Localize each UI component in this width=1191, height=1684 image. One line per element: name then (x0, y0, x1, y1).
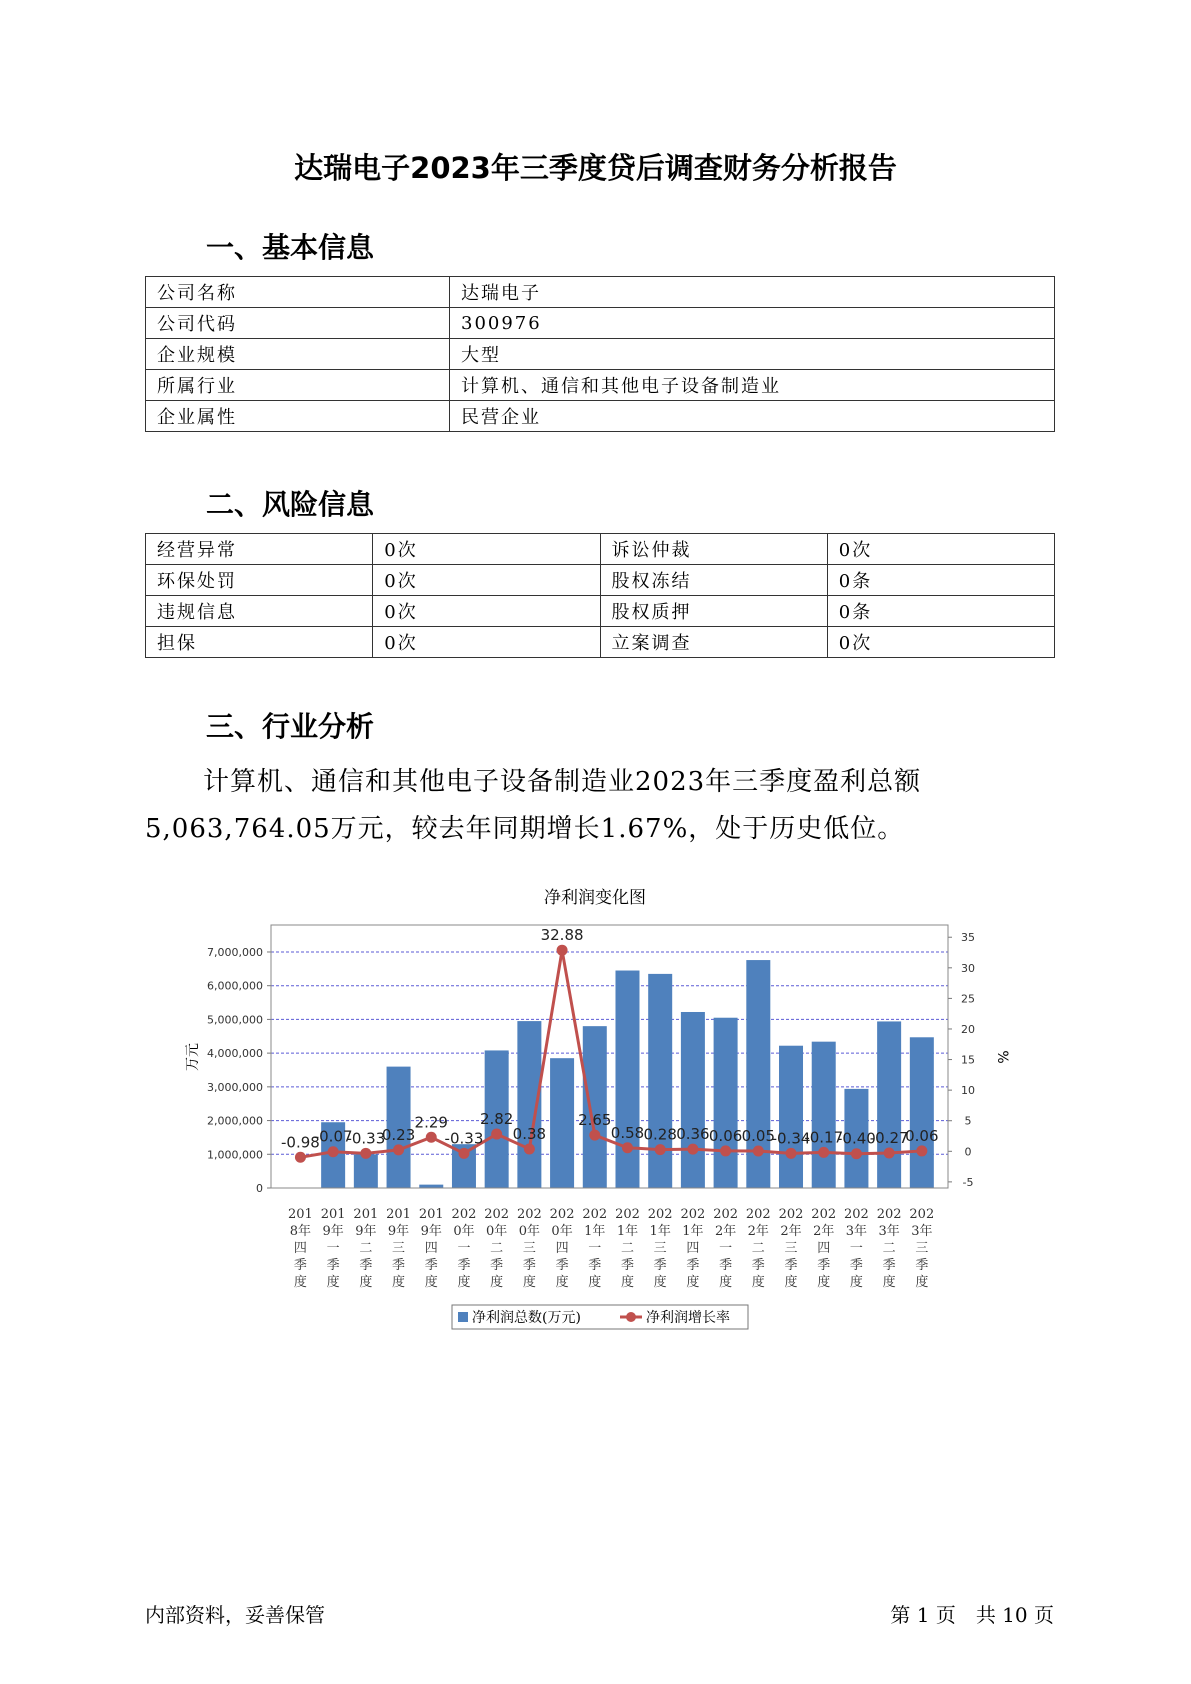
bar (681, 1012, 705, 1188)
x-tick-label: 季 (751, 1258, 765, 1273)
x-tick-label: 季 (359, 1258, 373, 1273)
growth-rate-point (426, 1132, 437, 1143)
y-tick-label: 7,000,000 (207, 945, 263, 959)
x-tick-label: 二 (882, 1241, 896, 1256)
x-tick-label: 202 (713, 1207, 739, 1222)
x-tick-label: 202 (909, 1207, 935, 1222)
x-tick-label: 201 (353, 1207, 379, 1222)
x-tick-label: 9年 (355, 1224, 377, 1239)
x-tick-label: 2年 (714, 1224, 737, 1239)
y-tick-label: 4,000,000 (207, 1047, 263, 1061)
growth-rate-label: -0.07 (313, 1127, 353, 1146)
growth-rate-label: 2.65 (578, 1111, 612, 1130)
growth-rate-label: 0.58 (610, 1123, 645, 1142)
risk-info-value: 0次 (373, 627, 600, 658)
risk-info-table (145, 533, 1055, 658)
x-tick-label: 0年 (453, 1224, 475, 1239)
growth-rate-point (458, 1148, 469, 1159)
growth-rate-point (818, 1147, 829, 1158)
growth-rate-label: -0.27 (869, 1128, 909, 1147)
risk-info-label: 担保 (146, 627, 373, 658)
y2-tick-label: 5 (964, 1114, 972, 1128)
paragraph-line-2: 5,063,764.05万元，较去年同期增长1.67%，处于历史低位。 (145, 814, 905, 844)
growth-rate-label: -0.33 (444, 1129, 484, 1148)
x-tick-label: 2年 (813, 1224, 835, 1239)
x-tick-label: 季 (784, 1258, 798, 1273)
x-tick-label: 1年 (584, 1224, 606, 1239)
growth-rate-label: 0.05 (741, 1126, 776, 1145)
x-tick-label: 度 (326, 1275, 340, 1290)
x-tick-label: 202 (811, 1207, 837, 1222)
y2-tick-label: 30 (961, 961, 975, 975)
x-tick-label: 202 (844, 1207, 869, 1222)
x-tick-label: 度 (784, 1275, 798, 1290)
x-tick-label: 一 (457, 1241, 471, 1256)
growth-rate-label: -0.17 (804, 1128, 844, 1147)
x-tick-label: 201 (288, 1207, 313, 1222)
growth-rate-point (851, 1148, 862, 1159)
x-tick-label: 一 (719, 1241, 733, 1256)
growth-rate-label: 0.06 (905, 1126, 939, 1145)
growth-rate-label: 2.82 (479, 1110, 514, 1129)
x-tick-label: 季 (490, 1258, 504, 1273)
growth-rate-label: 0.36 (676, 1125, 710, 1144)
x-tick-label: 202 (745, 1207, 771, 1222)
risk-info-value: 0次 (827, 627, 1054, 658)
x-tick-label: 一 (588, 1241, 602, 1256)
x-tick-label: 四 (555, 1241, 569, 1256)
growth-rate-point (916, 1145, 927, 1156)
growth-rate-point (786, 1148, 797, 1159)
bar (812, 1042, 836, 1188)
x-tick-label: 二 (359, 1241, 373, 1256)
basic-info-row (146, 339, 1055, 370)
x-tick-label: 度 (490, 1275, 504, 1290)
risk-info-label: 立案调查 (600, 627, 827, 658)
growth-rate-label: -0.33 (346, 1129, 386, 1148)
risk-info-value: 0次 (373, 596, 600, 627)
basic-info-value: 达瑞电子 (450, 277, 1055, 308)
risk-info-value: 0次 (373, 534, 600, 565)
x-tick-label: 0年 (486, 1224, 508, 1239)
x-tick-label: 2年 (780, 1224, 802, 1239)
x-tick-label: 202 (876, 1207, 902, 1222)
industry-analysis-paragraph (145, 759, 1055, 853)
basic-info-table (145, 276, 1055, 432)
bar (583, 1026, 607, 1188)
x-tick-label: 季 (719, 1258, 733, 1273)
footer-confidential-note: 内部资料，妥善保管 (145, 1603, 325, 1627)
y2-tick-label: 0 (964, 1145, 972, 1159)
basic-info-label: 企业规模 (146, 339, 450, 370)
growth-rate-label: -0.34 (771, 1129, 811, 1148)
x-tick-label: 度 (588, 1275, 602, 1290)
risk-info-row (146, 534, 1055, 565)
y2-tick-label: 10 (961, 1084, 975, 1098)
risk-info-row (146, 596, 1055, 627)
bar (714, 1018, 738, 1188)
growth-rate-point (491, 1129, 502, 1140)
x-tick-label: 季 (653, 1258, 667, 1273)
bar (877, 1021, 901, 1188)
x-tick-label: 0年 (551, 1224, 573, 1239)
basic-info-row (146, 401, 1055, 432)
growth-rate-point (328, 1146, 339, 1157)
x-tick-label: 三 (915, 1241, 929, 1256)
bar (419, 1185, 443, 1188)
x-tick-label: 度 (359, 1275, 373, 1290)
x-tick-label: 季 (522, 1258, 536, 1273)
y2-tick-label: 35 (961, 931, 975, 945)
x-tick-label: 202 (778, 1207, 804, 1222)
x-tick-label: 3年 (878, 1224, 900, 1239)
x-tick-label: 度 (817, 1275, 831, 1290)
x-tick-label: 四 (424, 1241, 438, 1256)
x-tick-label: 202 (451, 1207, 477, 1222)
risk-info-label: 经营异常 (146, 534, 373, 565)
x-tick-label: 二 (490, 1241, 504, 1256)
x-tick-label: 度 (686, 1275, 700, 1290)
basic-info-row (146, 277, 1055, 308)
x-tick-label: 度 (555, 1275, 569, 1290)
report-title: 达瑞电子2023年三季度贷后调查财务分析报告 (294, 151, 897, 185)
x-tick-label: 季 (392, 1258, 406, 1273)
basic-info-label: 所属行业 (146, 370, 450, 401)
risk-info-row (146, 565, 1055, 596)
x-tick-label: 四 (686, 1241, 700, 1256)
x-tick-label: 四 (293, 1241, 307, 1256)
x-tick-label: 9年 (420, 1224, 442, 1239)
x-tick-label: 度 (751, 1275, 765, 1290)
risk-info-value: 0条 (827, 565, 1054, 596)
x-tick-label: 201 (320, 1207, 346, 1222)
net-profit-chart (0, 875, 1191, 1335)
x-tick-label: 季 (849, 1258, 863, 1273)
y-tick-label: 5,000,000 (207, 1013, 263, 1027)
x-tick-label: 度 (719, 1275, 733, 1290)
x-tick-label: 季 (588, 1258, 602, 1273)
growth-rate-point (884, 1147, 895, 1158)
x-tick-label: 度 (620, 1275, 634, 1290)
x-tick-label: 1年 (682, 1224, 704, 1239)
x-tick-label: 度 (522, 1275, 536, 1290)
x-tick-label: 度 (653, 1275, 667, 1290)
x-tick-label: 0年 (518, 1224, 541, 1239)
basic-info-value: 民营企业 (450, 401, 1055, 432)
x-tick-label: 四 (817, 1241, 831, 1256)
y-tick-label: 0 (256, 1182, 263, 1195)
growth-rate-label: 0.06 (708, 1126, 743, 1145)
growth-rate-point (687, 1144, 698, 1155)
footer-page-number: 第 1 页 共 10 页 (890, 1603, 1054, 1627)
growth-rate-label: -0.40 (837, 1129, 876, 1148)
x-tick-label: 一 (849, 1241, 863, 1256)
x-tick-label: 202 (615, 1207, 640, 1222)
y-tick-label: 3,000,000 (207, 1080, 263, 1094)
x-tick-label: 二 (751, 1241, 765, 1256)
section-heading-industry-analysis: 三、行业分析 (206, 710, 375, 743)
x-tick-label: 202 (647, 1207, 673, 1222)
x-tick-label: 季 (424, 1258, 438, 1273)
x-tick-label: 季 (882, 1258, 896, 1273)
risk-info-label: 股权冻结 (600, 565, 827, 596)
y-tick-label: 2,000,000 (207, 1114, 263, 1128)
growth-rate-point (622, 1142, 633, 1153)
x-tick-label: 度 (392, 1275, 406, 1290)
bar (648, 974, 672, 1188)
x-tick-label: 1年 (649, 1224, 671, 1239)
paragraph-line-1: 计算机、通信和其他电子设备制造业2023年三季度盈利总额 (203, 767, 922, 797)
x-tick-label: 季 (915, 1258, 929, 1273)
growth-rate-point (655, 1144, 666, 1155)
growth-rate-point (753, 1145, 764, 1156)
growth-rate-point (524, 1143, 535, 1154)
chart-title: 净利润变化图 (544, 888, 646, 908)
x-tick-label: 度 (293, 1275, 307, 1290)
growth-rate-point (295, 1152, 306, 1163)
risk-info-value: 0次 (373, 565, 600, 596)
section-heading-basic-info: 一、基本信息 (206, 231, 375, 264)
y2-tick-label: 15 (961, 1053, 975, 1067)
bar (910, 1037, 934, 1188)
growth-rate-label: 0.23 (381, 1125, 416, 1144)
growth-rate-point (360, 1148, 371, 1159)
growth-rate-point (393, 1144, 404, 1155)
growth-rate-label: 0.28 (643, 1125, 677, 1144)
basic-info-label: 公司名称 (146, 277, 450, 308)
x-tick-label: 二 (620, 1241, 634, 1256)
risk-info-value: 0次 (827, 534, 1054, 565)
growth-rate-point (557, 945, 568, 956)
x-tick-label: 202 (582, 1207, 608, 1222)
section-heading-risk-info: 二、风险信息 (206, 488, 375, 521)
y-tick-label: 6,000,000 (207, 979, 263, 993)
basic-info-value: 计算机、通信和其他电子设备制造业 (450, 370, 1055, 401)
y-axis-label: 万元 (185, 1043, 201, 1071)
x-tick-label: 季 (326, 1258, 340, 1273)
x-tick-label: 三 (653, 1241, 667, 1256)
basic-info-value: 大型 (450, 339, 1055, 370)
risk-info-label: 环保处罚 (146, 565, 373, 596)
risk-info-label: 诉讼仲裁 (600, 534, 827, 565)
x-tick-label: 三 (522, 1241, 536, 1256)
x-tick-label: 202 (549, 1207, 575, 1222)
bar (550, 1058, 574, 1188)
x-tick-label: 季 (457, 1258, 471, 1273)
growth-rate-label: 32.88 (540, 926, 584, 945)
basic-info-label: 公司代码 (146, 308, 450, 339)
x-tick-label: 季 (686, 1258, 700, 1273)
x-tick-label: 201 (418, 1207, 444, 1222)
basic-info-row (146, 370, 1055, 401)
growth-rate-label: -0.98 (281, 1133, 320, 1152)
x-tick-label: 三 (392, 1241, 406, 1256)
x-tick-label: 度 (915, 1275, 929, 1290)
legend-swatch-bar (458, 1312, 468, 1322)
x-tick-label: 度 (882, 1275, 896, 1290)
basic-info-row (146, 308, 1055, 339)
legend-swatch-point (626, 1312, 636, 1322)
bar (354, 1154, 378, 1188)
x-tick-label: 三 (784, 1241, 798, 1256)
x-tick-label: 季 (293, 1258, 307, 1273)
x-tick-label: 8年 (289, 1224, 312, 1239)
x-tick-label: 季 (817, 1258, 831, 1273)
x-tick-label: 度 (457, 1275, 471, 1290)
x-tick-label: 3年 (911, 1224, 933, 1239)
legend-label-line: 净利润增长率 (646, 1310, 730, 1326)
risk-info-label: 股权质押 (600, 596, 827, 627)
x-tick-label: 季 (620, 1258, 634, 1273)
x-tick-label: 1年 (616, 1224, 639, 1239)
growth-rate-label: 0.38 (512, 1124, 547, 1143)
x-tick-label: 3年 (845, 1224, 868, 1239)
bar (779, 1046, 803, 1188)
x-tick-label: 9年 (387, 1224, 410, 1239)
risk-info-label: 违规信息 (146, 596, 373, 627)
risk-info-value: 0条 (827, 596, 1054, 627)
growth-rate-label: 2.29 (414, 1113, 448, 1132)
y-tick-label: 1,000,000 (207, 1148, 263, 1162)
growth-rate-point (720, 1145, 731, 1156)
y2-axis-label: % (994, 1050, 1010, 1064)
risk-info-row (146, 627, 1055, 658)
basic-info-label: 企业属性 (146, 401, 450, 432)
x-tick-label: 201 (386, 1207, 411, 1222)
x-tick-label: 度 (849, 1275, 863, 1290)
y2-tick-label: 20 (961, 1022, 975, 1036)
x-tick-label: 季 (555, 1258, 569, 1273)
bar (615, 971, 639, 1188)
x-tick-label: 度 (424, 1275, 438, 1290)
x-tick-label: 一 (326, 1241, 340, 1256)
y2-tick-label: -5 (962, 1175, 974, 1189)
legend-label-bar: 净利润总数(万元) (472, 1310, 581, 1326)
growth-rate-point (589, 1130, 600, 1141)
x-tick-label: 2年 (747, 1224, 769, 1239)
x-tick-label: 202 (484, 1207, 510, 1222)
x-tick-label: 202 (680, 1207, 706, 1222)
basic-info-value: 300976 (450, 308, 1055, 339)
y2-tick-label: 25 (961, 992, 975, 1006)
x-tick-label: 202 (516, 1207, 542, 1222)
x-tick-label: 9年 (322, 1224, 344, 1239)
